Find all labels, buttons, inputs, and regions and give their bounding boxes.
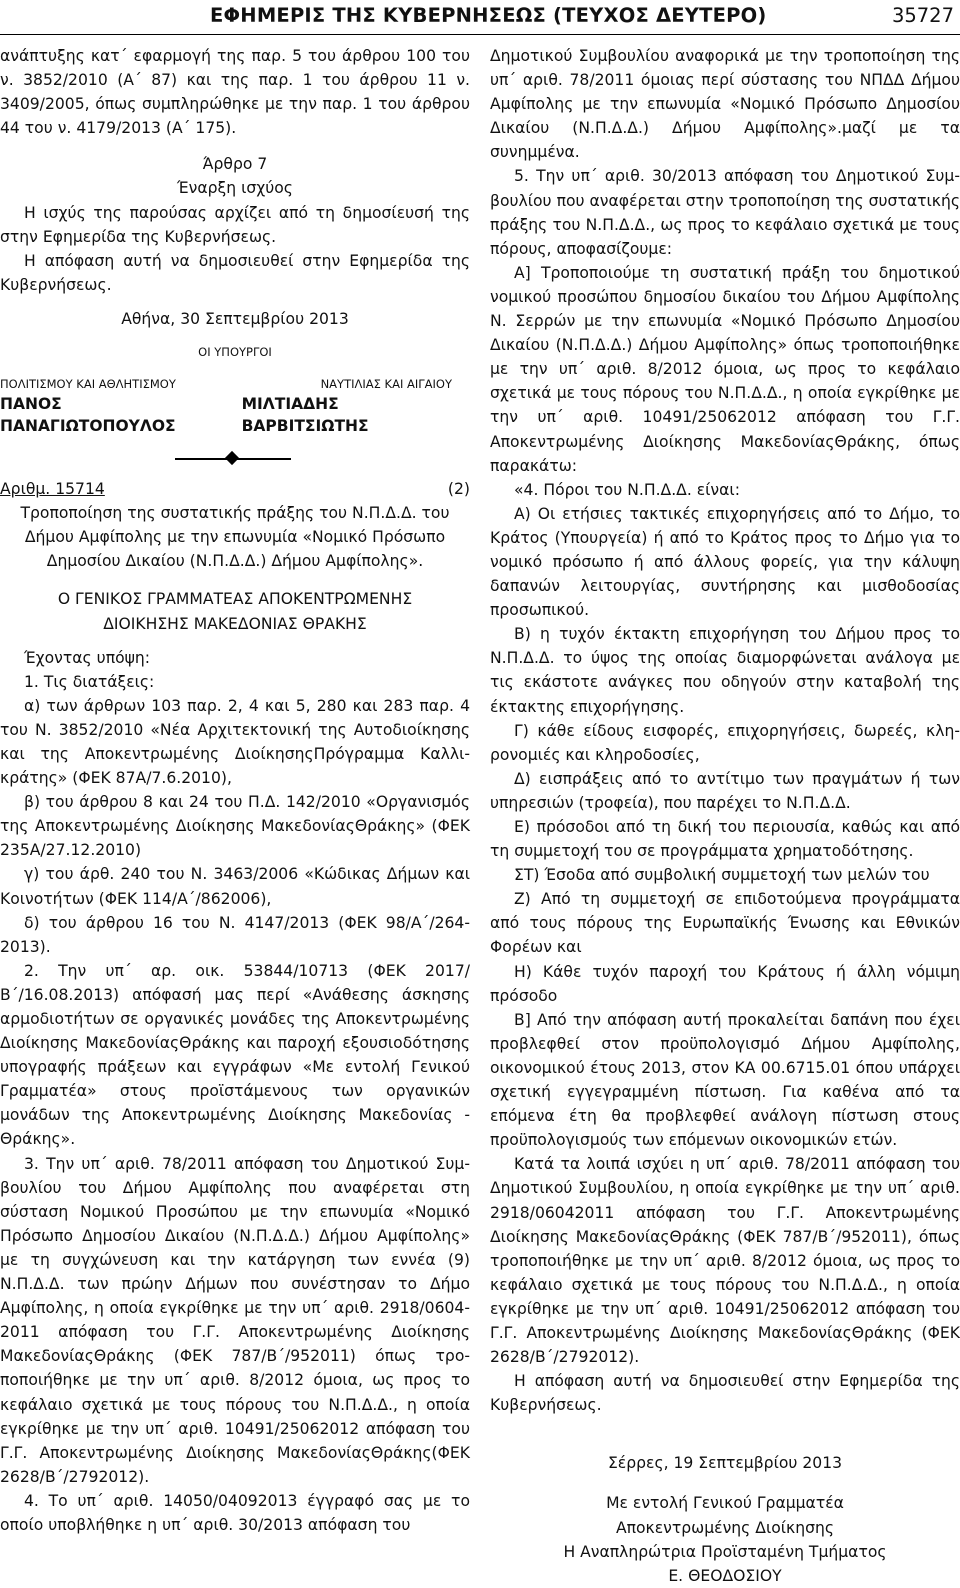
list-item: 2. Την υπ΄ αρ. οικ. 53844/10713 (ΦΕΚ 2017/Β΄/16.08.2013) απόφασή μας περί «Ανάθεσης άσκησης αρμοδιοτήτων σε οργανικές μονάδες της Αποκεντρωμένης Διοίκησης ΜακεδονίαςΘράκης και παροχή εξουσιοδότησης υπογραφής πράξεων και εγγράφων «Με εντολή Γενικού Γραμματέα» στους προϊστάμενους των οργανικών μονάδων της Αποκεντρωμένης Διοίκησης Μακεδονίας Θράκης».	[0, 961, 470, 1149]
minister-left: ΠΑΝΟΣ ΠΑΝΑΓΙΩΤΟΠΟΥΛΟΣ	[0, 395, 176, 436]
gazette-title: ΕΦΗΜΕΡΙΣ ΤΗΣ ΚΥΒΕΡΝΗΣΕΩΣ (ΤΕΥΧΟΣ ΔΕΥΤΕΡΟ)	[210, 4, 767, 27]
document-number-suffix: (2)	[447, 480, 470, 499]
document-title: Τροποποίηση της συστατικής πράξης του Ν.Π.Δ.Δ. του Δήμου Αμφίπολης με την επωνυμία «Νομικό Πρόσωπο Δημοσίου Δικαίου (Ν.Π.Δ.Δ.) Δήμου Αμφίπολης».	[20, 504, 450, 571]
list-item: Ζ) Από τη συμμετοχή σε επιδοτούμενα προγράμματα από τους πόρους της Ευρωπαϊκής Ένωσης και Εθνικών Φορέων και	[490, 890, 960, 957]
right-column	[490, 44, 960, 1588]
left-column	[0, 44, 470, 1537]
signatory-name: Ε. ΘΕΟΔΟΣΙΟΥ	[668, 1566, 782, 1585]
page-header	[0, 4, 960, 28]
signature-line: Αποκεντρωμένης Διοίκησης	[615, 1518, 835, 1537]
list-item: Α) Οι ετήσιες τακτικές επιχορηγήσεις από το Δήμο, το Κράτος (Υπουργεία) ή από το Κράτος προς το Δήμο για το νομικό πρόσωπο ή από άλλους φορείς, για την κάλυψη δαπανών λειτουργίας, συντήρησης και μισθοδοσίας προσωπικού.	[490, 504, 960, 620]
paragraph: Η ισχύς της παρούσας αρχίζει από τη δημοσίευσή της στην Εφημερίδα της Κυβερνήσεως.	[0, 203, 470, 246]
signature-line: Η Αναπληρώτρια Προϊσταμένη Τμήματος	[563, 1542, 887, 1561]
authority-line: Ο ΓΕΝΙΚΟΣ ΓΡΑΜΜΑΤΕΑΣ ΑΠΟΚΕΝΤΡΩΜΕΝΗΣ	[57, 590, 413, 609]
list-item: ΣΤ) Έσοδα από συμβολική συμμετοχή των μελών του	[514, 866, 930, 885]
list-item: 5. Την υπ΄ αριθ. 30/2013 απόφαση του Δημοτικού Συμβουλίου που αναφέρεται στην τροποποίηση της συστατικής πράξης του Ν.Π.Δ.Δ., ως προς το κεφάλαιο σχετικά με τους πόρους, αποφασίζουμε:	[490, 167, 960, 258]
header-rule	[0, 34, 960, 35]
section-divider	[0, 447, 470, 471]
article-title: Άρθρο 7	[202, 155, 268, 174]
signing-date: Σέρρες, 19 Σεπτεμβρίου 2013	[607, 1454, 843, 1473]
document-number-label: Αριθμ. 15714	[0, 480, 105, 499]
paragraph: Έχοντας υπόψη:	[24, 648, 151, 667]
minister-names	[0, 393, 470, 437]
diamond-icon	[225, 451, 239, 465]
list-item: α) των άρθρων 103 παρ. 2, 4 και 5, 280 και 283 παρ. 4 του Ν. 3852/2010 «Νέα Αρχιτεκτονική της Αυτοδιοίκησης και της Αποκεντρωμένης ΔιοίκησηςΠρόγραμμα Καλλικράτης» (ΦΕΚ 87Α/7.6.2010),	[0, 696, 470, 788]
list-item: 4. Το υπ΄ αριθ. 14050/04092013 έγγραφό σας με το οποίο υποβλήθηκε η υπ΄ αριθ. 30/2013 απόφαση του	[0, 1491, 470, 1534]
list-item: Δ) εισπράξεις από το αντίτιμο των πραγμάτων ή των υπηρεσιών (τροφεία), που παρέχει το Ν.Π.Δ.Δ.	[490, 769, 960, 812]
paragraph: Κατά τα λοιπά ισχύει η υπ΄ αριθ. 78/2011 απόφαση του Δημοτικού Συμβουλίου, η οποία εγκρίθηκε με την υπ΄ αριθ. 2918/06042011 απόφαση του Γ.Γ. Αποκεντρωμένης Διοίκησης ΜακεδονίαςΘράκης (ΦΕΚ 787/Β΄/952011), όπως τροποποιήθηκε με την υπ΄ αριθ. 8/2012 όμοια, ως προς το κεφάλαιο σχετικά με τους πόρους του Ν.Π.Δ.Δ., η οποία εγκρίθηκε με την υπ΄ αριθ. 10491/25062012 απόφαση του Γ.Γ. Αποκεντρωμένης Διοίκησης ΜακεδονίαςΘράκης (ΦΕΚ 2628/Β΄/2792012).	[490, 1155, 960, 1367]
page-number: 35727	[891, 4, 954, 27]
list-item: 1. Τις διατάξεις:	[24, 672, 155, 691]
signing-date: Αθήνα, 30 Σεπτεμβρίου 2013	[121, 309, 349, 328]
document-number	[0, 477, 470, 501]
paragraph: Η απόφαση αυτή να δημοσιευθεί στην Εφημερίδα της Κυβερνήσεως.	[490, 1372, 960, 1415]
signature-line: Με εντολή Γενικού Γραμματέα	[606, 1494, 844, 1513]
paragraph: Β] Από την απόφαση αυτή προκαλείται δαπάνη που έχει προβλεφθεί στον προϋπολογισμό Δήμου Αμφίπολης, οικονομικού έτους 2013, στον ΚΑ 00.6715.01 όπου υπάρχει σχετική εγγεγραμμένη πίστωση. Για καθένα από τα επόμενα έτη θα προβλεφθεί ανάλογη πίστωση στους προϋπολογισμούς των επόμενων οικονομικών ετών.	[490, 1010, 960, 1150]
paragraph: Δημοτικού Συμβουλίου αναφορικά με την τροποποίηση της υπ΄ αριθ. 78/2011 όμοιας περί σύστασης του ΝΠΔΔ Δήμου Αμφίπολης με την επωνυμία «Νομικό Πρόσωπο Δημοσίου Δικαίου (Ν.Π.Δ.Δ.) Δήμου Αμφίπολης».μαζί με τα συνημμένα.	[490, 47, 960, 162]
authority-line: ΔΙΟΙΚΗΣΗΣ ΜΑΚΕΔΟΝΙΑΣ ΘΡΑΚΗΣ	[103, 614, 367, 633]
minister-right: ΜΙΛΤΙΑΔΗΣ ΒΑΡΒΙΤΣΙΩΤΗΣ	[241, 395, 369, 436]
list-item: γ) του άρθ. 240 του Ν. 3463/2006 «Κώδικας Δήμων και Κοινοτήτων (ΦΕΚ 114/Α΄/862006),	[0, 865, 470, 908]
paragraph: Η απόφαση αυτή να δημοσιευθεί στην Εφημερίδα της Κυβερνήσεως.	[0, 251, 470, 294]
list-item: Β) η τυχόν έκτακτη επιχορήγηση του Δήμου προς το Ν.Π.Δ.Δ. το ύψος της οποίας διαμορφώνεται ανάλογα με τις εκάστοτε ανάγκες που οδηγούν στην καταβολή της έκτακτης επιχορήγησης.	[490, 625, 960, 716]
paragraph: Α] Τροποποιούμε τη συστατική πράξη του δημοτικού νομικού προσώπου δημοσίου δικαίου του Δήμου Αμφίπολης Ν. Σερρών με την επωνυμία «Νομικό Πρόσωπο Δημοσίου Δικαίου (Ν.Π.Δ.Δ.) Δήμου Αμφίπολης» όπως τροποποιήθηκε με την υπ΄ αριθ. 8/2012 όμοια, ως προς το κεφάλαιο σχετικά με τους πόρους του Ν.Π.Δ.Δ., η οποία εγκρίθηκε με την υπ΄ αριθ. 10491/25062012 απόφαση του Γ.Γ. Αποκεντρωμένης Διοίκησης ΜακεδονίαςΘράκης, όπως παρακάτω:	[490, 263, 960, 475]
list-item: δ) του άρθρου 16 του Ν. 4147/2013 (ΦΕΚ 98/Α΄/2642013).	[0, 913, 470, 956]
list-item: Η) Κάθε τυχόν παροχή του Κράτους ή άλλη νόμιμη πρόσοδο	[490, 962, 960, 1005]
list-item: 3. Την υπ΄ αριθ. 78/2011 απόφαση του Δημοτικού Συμβουλίου του Δήμου Αμφίπολης που αναφέρεται στη σύσταση Νομικού Προσώπου με την επωνυμία «Νομικό Πρόσωπο Δημοσίου Δικαίου (Ν.Π.Δ.Δ.) Δήμου Αμφίπολης» με τη συγχώνευση και την κατάργηση των εννέα (9) Ν.Π.Δ.Δ. των πρώην Δήμων που συνέστησαν το Δήμο Αμφίπολης, η οποία εγκρίθηκε με την υπ΄ αριθ. 2918/06042011 απόφαση του Γ.Γ. Αποκεντρωμένης Διοίκησης ΜακεδονίαςΘράκης (ΦΕΚ 787/Β΄/952011) όπως τροποποιήθηκε με την υπ΄ αριθ. 8/2012 όμοια, ως προς το κεφάλαιο σχετικά με τους πόρους του Ν.Π.Δ.Δ., η οποία εγκρίθηκε με την υπ΄ αριθ. 10491/25062012 απόφαση του Γ.Γ. Αποκεντρωμένης Διοίκησης ΜακεδονίαςΘράκης(ΦΕΚ 2628/Β΄/2792012).	[0, 1154, 470, 1486]
list-item: β) του άρθρου 8 και 24 του Π.Δ. 142/2010 «Οργανισμός της Αποκεντρωμένης Διοίκησης ΜακεδονίαςΘράκης» (ΦΕΚ 235Α/27.12.2010)	[0, 793, 470, 860]
paragraph: «4. Πόροι του Ν.Π.Δ.Δ. είναι:	[514, 480, 740, 499]
ministers-label: ΟΙ ΥΠΟΥΡΓΟΙ	[198, 345, 272, 360]
ministry-left: ΠΟΛΙΤΙΣΜΟΥ ΚΑΙ ΑΘΛΗΤΙΣΜΟΥ	[0, 377, 176, 392]
article-subtitle: Έναρξη ισχύος	[177, 179, 293, 198]
list-item: Ε) πρόσοδοι από τη δική του περιουσία, καθώς και από τη συμμετοχή του σε προγράμματα χρηματοδότησης.	[490, 818, 960, 861]
paragraph: ανάπτυξης κατ΄ εφαρμογή της παρ. 5 του άρθρου 100 του ν. 3852/2010 (Α΄ 87) και της παρ. 1 του άρθρου 11 ν. 3409/2005, όπως συμπληρώθηκε με την παρ. 1 του άρθρου 44 του ν. 4179/2013 (Α΄ 175).	[0, 47, 470, 138]
list-item: Γ) κάθε είδους εισφορές, επιχορηγήσεις, δωρεές, κληρονομιές και κληροδοσίες,	[490, 721, 960, 764]
ministry-right: ΝΑΥΤΙΛΙΑΣ ΚΑΙ ΑΙΓΑΙΟΥ	[320, 377, 452, 392]
ministry-labels	[0, 375, 470, 393]
